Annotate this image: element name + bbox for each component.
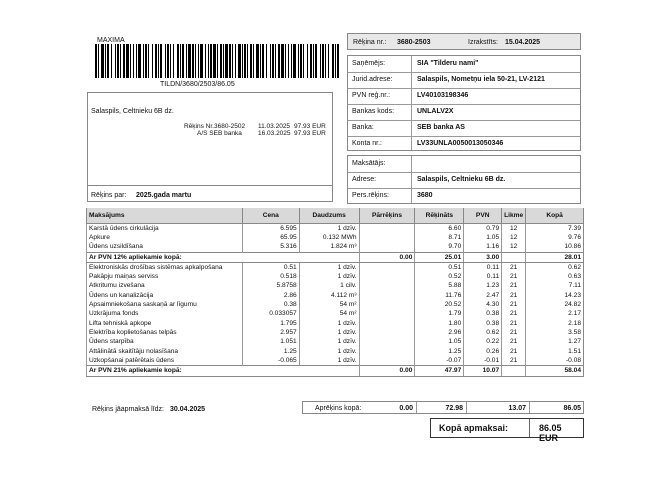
cell-recalc <box>359 319 415 328</box>
barcode-bar <box>107 44 109 78</box>
barcode-bar <box>170 44 171 78</box>
cell-recalc <box>359 356 415 366</box>
cell-qty: 1 dzīv. <box>299 224 359 234</box>
cell-qty: 1 dzīv. <box>299 272 359 281</box>
barcode-bar <box>250 44 252 78</box>
barcode-bar <box>337 44 339 78</box>
barcode-bar <box>138 44 141 78</box>
cell-price: 65.95 <box>242 233 299 242</box>
cell-rate: 21 <box>502 272 526 281</box>
cell-name: Karstā ūdens cirkulācija <box>87 224 243 234</box>
cell-name: Apsaimniekošana saskaņā ar līgumu <box>87 300 243 309</box>
barcode-bar <box>130 44 131 78</box>
cell-qty: 1.824 m³ <box>299 243 359 253</box>
cell-total: 24.82 <box>526 300 584 309</box>
barcode-bar <box>278 44 280 78</box>
cell-vat: 1.23 <box>464 282 502 291</box>
cell-calc: 1.05 <box>415 338 464 347</box>
barcode-bar <box>145 44 147 78</box>
doc-code: TILDN/3680/2503/86.05 <box>160 81 235 88</box>
cell-recalc <box>359 243 415 253</box>
col-total: Kopā <box>526 208 584 224</box>
cell-calc: 1.25 <box>415 347 464 356</box>
cell-rate: 12 <box>502 224 526 234</box>
field-label: Banka: <box>352 124 374 131</box>
barcode-bar <box>229 44 231 78</box>
barcode-bar <box>285 44 286 78</box>
col-rate: Likme <box>502 208 526 224</box>
barcode-bar <box>133 44 134 78</box>
cell-qty: 1 dzīv. <box>299 328 359 337</box>
subtotal-vat: 3.00 <box>464 252 502 262</box>
cell-recalc <box>359 300 415 309</box>
cell-total: 7.39 <box>526 224 584 234</box>
cell-name: Ūdens un kanalizācija <box>87 291 243 300</box>
cell-vat: 2.47 <box>464 291 502 300</box>
cell-name: Ūdens starpība <box>87 338 243 347</box>
cell-total: 0.63 <box>526 272 584 281</box>
col-price: Cena <box>242 208 299 224</box>
table-row <box>87 300 584 309</box>
cell-price: 2.957 <box>242 328 299 337</box>
barcode-bar <box>105 44 106 78</box>
cell-price: 6.595 <box>242 224 299 234</box>
barcode-bar <box>293 44 296 78</box>
cell-qty: 1 cilv. <box>299 282 359 291</box>
cell-price: 5.8758 <box>242 282 299 291</box>
recipient-box <box>347 55 581 151</box>
field-value: UNLALV2X <box>417 108 454 115</box>
subtotal-row <box>87 366 584 376</box>
cell-vat: 1.16 <box>464 243 502 253</box>
issued-label: Izrakstīts: <box>468 39 498 46</box>
table-row <box>87 310 584 319</box>
barcode-bar <box>98 44 99 78</box>
cell-calc: 8.71 <box>415 233 464 242</box>
barcode-bar <box>313 44 314 78</box>
issued-date: 15.04.2025 <box>505 39 541 46</box>
table-row <box>87 347 584 356</box>
items-table <box>86 208 584 377</box>
field-label: Pers.rēķins: <box>352 192 389 199</box>
subtotal-empty <box>502 252 526 262</box>
barcode-bar <box>260 44 261 78</box>
total-recalc: 0.00 <box>399 405 413 412</box>
barcode-bar <box>200 44 203 78</box>
totals-row <box>302 401 584 414</box>
barcode-bar <box>208 44 209 78</box>
barcode-bar <box>213 44 216 78</box>
cell-price: 1.051 <box>242 338 299 347</box>
barcode-bar <box>205 44 206 78</box>
amount-due-value: 86.05 EUR <box>539 423 562 443</box>
barcode-bar <box>136 44 137 78</box>
field-value: Salaspils, Celtnieku 6B dz. <box>417 176 506 183</box>
cell-calc: 0.51 <box>415 263 464 273</box>
barcode-bar <box>242 44 243 78</box>
subtotal-empty <box>502 366 526 376</box>
barcode-bar <box>315 44 317 78</box>
cell-name: Pakāpju maiņas serviss <box>87 272 243 281</box>
cell-total: 2.17 <box>526 310 584 319</box>
table-row <box>87 328 584 337</box>
field-value: SIA "Tilderu nami" <box>417 60 479 67</box>
cell-name: Attālinātā skaitītāju nolasīšana <box>87 347 243 356</box>
cell-total: -0.08 <box>526 356 584 366</box>
table-header-row <box>87 208 584 224</box>
barcode-bar <box>266 44 267 78</box>
cell-recalc <box>359 338 415 347</box>
barcode-bar <box>217 44 218 78</box>
cell-price: 5.316 <box>242 243 299 253</box>
cell-rate: 21 <box>502 282 526 291</box>
cell-price: 0.518 <box>242 272 299 281</box>
invoice-no-label: Rēķina nr.: <box>353 39 387 46</box>
prev-invoice-label: Rēķins Nr.3680-2502 <box>184 123 246 130</box>
cell-qty: 1 dzīv. <box>299 347 359 356</box>
cell-total: 2.18 <box>526 319 584 328</box>
cell-total: 1.51 <box>526 347 584 356</box>
cell-price: 0.033057 <box>242 310 299 319</box>
subtotal-label: Ar PVN 12% apliekamie kopā: <box>87 252 360 262</box>
bank-payment-date: 16.03.2025 <box>258 130 291 137</box>
cell-calc: 5.88 <box>415 282 464 291</box>
barcode-bar <box>158 44 159 78</box>
cell-qty: 1 dzīv. <box>299 263 359 273</box>
cell-recalc <box>359 282 415 291</box>
subtotal-calc: 47.97 <box>415 366 464 376</box>
barcode-bar <box>182 44 184 78</box>
cell-rate: 21 <box>502 263 526 273</box>
bank-payment-label: A/S SEB banka <box>197 130 242 137</box>
barcode-bar <box>320 44 321 78</box>
cell-calc: 20.52 <box>415 300 464 309</box>
cell-name: Elektroniskās drošības sistēmas apkalpošana <box>87 263 243 273</box>
cell-calc: -0.07 <box>415 356 464 366</box>
barcode-bar <box>288 44 289 78</box>
cell-rate: 21 <box>502 347 526 356</box>
due-label: Rēķins jāapmaksā līdz: <box>92 406 164 413</box>
barcode-bar <box>256 44 259 78</box>
cell-calc: 9.70 <box>415 243 464 253</box>
cell-name: Uzkrājuma fonds <box>87 310 243 319</box>
cell-recalc <box>359 263 415 273</box>
cell-calc: 6.60 <box>415 224 464 234</box>
bank-payment-amount: 97.93 EUR <box>294 130 326 137</box>
barcode-bar <box>188 44 191 78</box>
cell-total: 14.23 <box>526 291 584 300</box>
table-row <box>87 291 584 300</box>
subtotal-total: 28.01 <box>526 252 584 262</box>
cell-total: 9.76 <box>526 233 584 242</box>
cell-recalc <box>359 291 415 300</box>
barcode-bar <box>177 44 179 78</box>
barcode-bar <box>198 44 199 78</box>
cell-vat: 0.38 <box>464 310 502 319</box>
cell-recalc <box>359 310 415 319</box>
table-row <box>87 272 584 281</box>
cell-price: 1.25 <box>242 347 299 356</box>
cell-recalc <box>359 347 415 356</box>
barcode-bar <box>310 44 312 78</box>
cell-price: -0.065 <box>242 356 299 366</box>
barcode-bar <box>253 44 254 78</box>
cell-name: Ūdens uzsildīšana <box>87 243 243 253</box>
cell-vat: 0.11 <box>464 272 502 281</box>
cell-qty: 0.132 MWh <box>299 233 359 242</box>
field-label: Bankas kods: <box>352 108 395 115</box>
total-label: Aprēķins kopā: <box>315 405 362 412</box>
cell-name: Lifta tehniskā apkope <box>87 319 243 328</box>
barcode-bar <box>281 44 284 78</box>
cell-name: Atkritumu izvešana <box>87 282 243 291</box>
cell-rate: 21 <box>502 338 526 347</box>
barcode-bar <box>307 44 308 78</box>
seller-name: MAXIMA <box>97 37 125 44</box>
amount-due-box <box>430 418 584 443</box>
prev-invoice-amount: 97.93 EUR <box>294 123 326 130</box>
barcode-bar <box>303 44 304 78</box>
field-value: LV40103198346 <box>417 92 469 99</box>
barcode-bar <box>192 44 194 78</box>
field-label: Konta nr.: <box>352 140 382 147</box>
barcode-bar <box>210 44 212 78</box>
cell-vat: 1.05 <box>464 233 502 242</box>
field-label: Saņēmējs: <box>352 60 386 67</box>
cell-vat: 0.22 <box>464 338 502 347</box>
barcode-bar <box>101 44 104 78</box>
barcode-bar <box>111 44 112 78</box>
barcode-bar <box>120 44 121 78</box>
invoice-no: 3680-2503 <box>397 39 431 46</box>
table-row <box>87 282 584 291</box>
barcode-bar <box>123 44 125 78</box>
cell-qty: 4.112 m³ <box>299 291 359 300</box>
barcode <box>95 44 340 78</box>
table-row <box>87 356 584 366</box>
period-value: 2025.gada martu <box>136 192 192 199</box>
barcode-bar <box>291 44 292 78</box>
cell-qty: 1 dzīv. <box>299 338 359 347</box>
invoice-header-box <box>347 33 581 50</box>
cell-total: 3.58 <box>526 328 584 337</box>
cell-recalc <box>359 233 415 242</box>
barcode-bar <box>180 44 181 78</box>
cell-calc: 0.52 <box>415 272 464 281</box>
barcode-bar <box>335 44 336 78</box>
barcode-bar <box>126 44 129 78</box>
total-vat: 13.07 <box>508 405 526 412</box>
cell-qty: 54 m² <box>299 300 359 309</box>
col-recalc: Pārrēķins <box>359 208 415 224</box>
cell-calc: 2.96 <box>415 328 464 337</box>
cell-price: 1.795 <box>242 319 299 328</box>
subtotal-row <box>87 252 584 262</box>
table-row <box>87 319 584 328</box>
barcode-bar <box>160 44 162 78</box>
field-label: Adrese: <box>352 176 377 183</box>
barcode-bar <box>148 44 149 78</box>
payer-box <box>347 155 581 204</box>
field-value: Salaspils, Nometņu iela 50-21, LV-2121 <box>417 76 545 83</box>
cell-rate: 21 <box>502 300 526 309</box>
cell-vat: 0.79 <box>464 224 502 234</box>
cell-recalc <box>359 224 415 234</box>
col-calc: Rēķināts <box>415 208 464 224</box>
cell-rate: 21 <box>502 328 526 337</box>
barcode-bar <box>270 44 271 78</box>
cell-rate: 21 <box>502 356 526 366</box>
cell-name: Uzkopšanai patērētais ūdens <box>87 356 243 366</box>
barcode-bar <box>332 44 334 78</box>
cell-recalc <box>359 272 415 281</box>
subtotal-vat: 10.07 <box>464 366 502 376</box>
barcode-bar <box>173 44 174 78</box>
cell-rate: 21 <box>502 319 526 328</box>
amount-due-label: Kopā apmaksai: <box>439 423 509 433</box>
cell-price: 0.51 <box>242 263 299 273</box>
cell-vat: -0.01 <box>464 356 502 366</box>
barcode-bar <box>115 44 116 78</box>
barcode-bar <box>275 44 276 78</box>
cell-total: 10.86 <box>526 243 584 253</box>
cell-total: 1.27 <box>526 338 584 347</box>
client-address: Salaspils, Celtnieku 6B dz. <box>91 108 174 115</box>
cell-recalc <box>359 328 415 337</box>
col-payment: Maksājums <box>87 208 243 224</box>
subtotal-label: Ar PVN 21% apliekamie kopā: <box>87 366 360 376</box>
cell-price: 0.38 <box>242 300 299 309</box>
cell-rate: 21 <box>502 291 526 300</box>
barcode-bar <box>167 44 169 78</box>
prev-invoice-date: 11.03.2025 <box>258 123 291 130</box>
subtotal-recalc: 0.00 <box>359 366 415 376</box>
cell-vat: 4.30 <box>464 300 502 309</box>
cell-vat: 0.38 <box>464 319 502 328</box>
cell-total: 7.11 <box>526 282 584 291</box>
barcode-bar <box>95 44 97 78</box>
cell-rate: 21 <box>502 310 526 319</box>
cell-rate: 12 <box>502 243 526 253</box>
barcode-bar <box>300 44 302 78</box>
barcode-bar <box>152 44 153 78</box>
subtotal-calc: 25.01 <box>415 252 464 262</box>
barcode-bar <box>165 44 166 78</box>
barcode-bar <box>143 44 144 78</box>
barcode-bar <box>322 44 324 78</box>
cell-qty: 54 m² <box>299 310 359 319</box>
cell-name: Apkure <box>87 233 243 242</box>
cell-name: Elektrība koplietošanas telpās <box>87 328 243 337</box>
due-date: 30.04.2025 <box>170 406 206 413</box>
cell-vat: 0.62 <box>464 328 502 337</box>
barcode-bar <box>235 44 236 78</box>
total-sum: 86.05 <box>563 405 581 412</box>
barcode-bar <box>272 44 274 78</box>
field-label: PVN reģ.nr.: <box>352 92 391 99</box>
barcode-bar <box>117 44 119 78</box>
barcode-bar <box>186 44 187 78</box>
cell-calc: 1.79 <box>415 310 464 319</box>
table-row <box>87 233 584 242</box>
barcode-bar <box>247 44 248 78</box>
table-row <box>87 338 584 347</box>
cell-price: 2.86 <box>242 291 299 300</box>
cell-vat: 0.26 <box>464 347 502 356</box>
col-vat: PVN <box>464 208 502 224</box>
table-row <box>87 243 584 253</box>
table-row <box>87 224 584 234</box>
period-label: Rēķins par: <box>91 192 127 199</box>
barcode-bar <box>220 44 222 78</box>
barcode-bar <box>155 44 157 78</box>
field-value: 3680 <box>417 192 433 199</box>
barcode-bar <box>244 44 246 78</box>
barcode-bar <box>232 44 233 78</box>
subtotal-recalc: 0.00 <box>359 252 415 262</box>
barcode-bar <box>325 44 326 78</box>
barcode-bar <box>225 44 228 78</box>
cell-qty: 1 dzīv. <box>299 319 359 328</box>
barcode-bar <box>328 44 329 78</box>
subtotal-total: 58.04 <box>526 366 584 376</box>
barcode-bar <box>262 44 264 78</box>
barcode-bar <box>223 44 224 78</box>
field-value: SEB banka AS <box>417 124 465 131</box>
col-qty: Daudzums <box>299 208 359 224</box>
field-label: Jurid.adrese: <box>352 76 393 83</box>
cell-rate: 12 <box>502 233 526 242</box>
total-calc: 72.98 <box>445 405 463 412</box>
cell-total: 0.62 <box>526 263 584 273</box>
cell-vat: 0.11 <box>464 263 502 273</box>
barcode-bar <box>298 44 299 78</box>
field-value: LV33UNLA0050013050346 <box>417 140 504 147</box>
cell-qty: 1 dzīv. <box>299 356 359 366</box>
barcode-bar <box>195 44 196 78</box>
barcode-bar <box>238 44 241 78</box>
field-label: Maksātājs: <box>352 160 386 167</box>
cell-calc: 11.76 <box>415 291 464 300</box>
cell-calc: 1.80 <box>415 319 464 328</box>
table-row <box>87 263 584 273</box>
